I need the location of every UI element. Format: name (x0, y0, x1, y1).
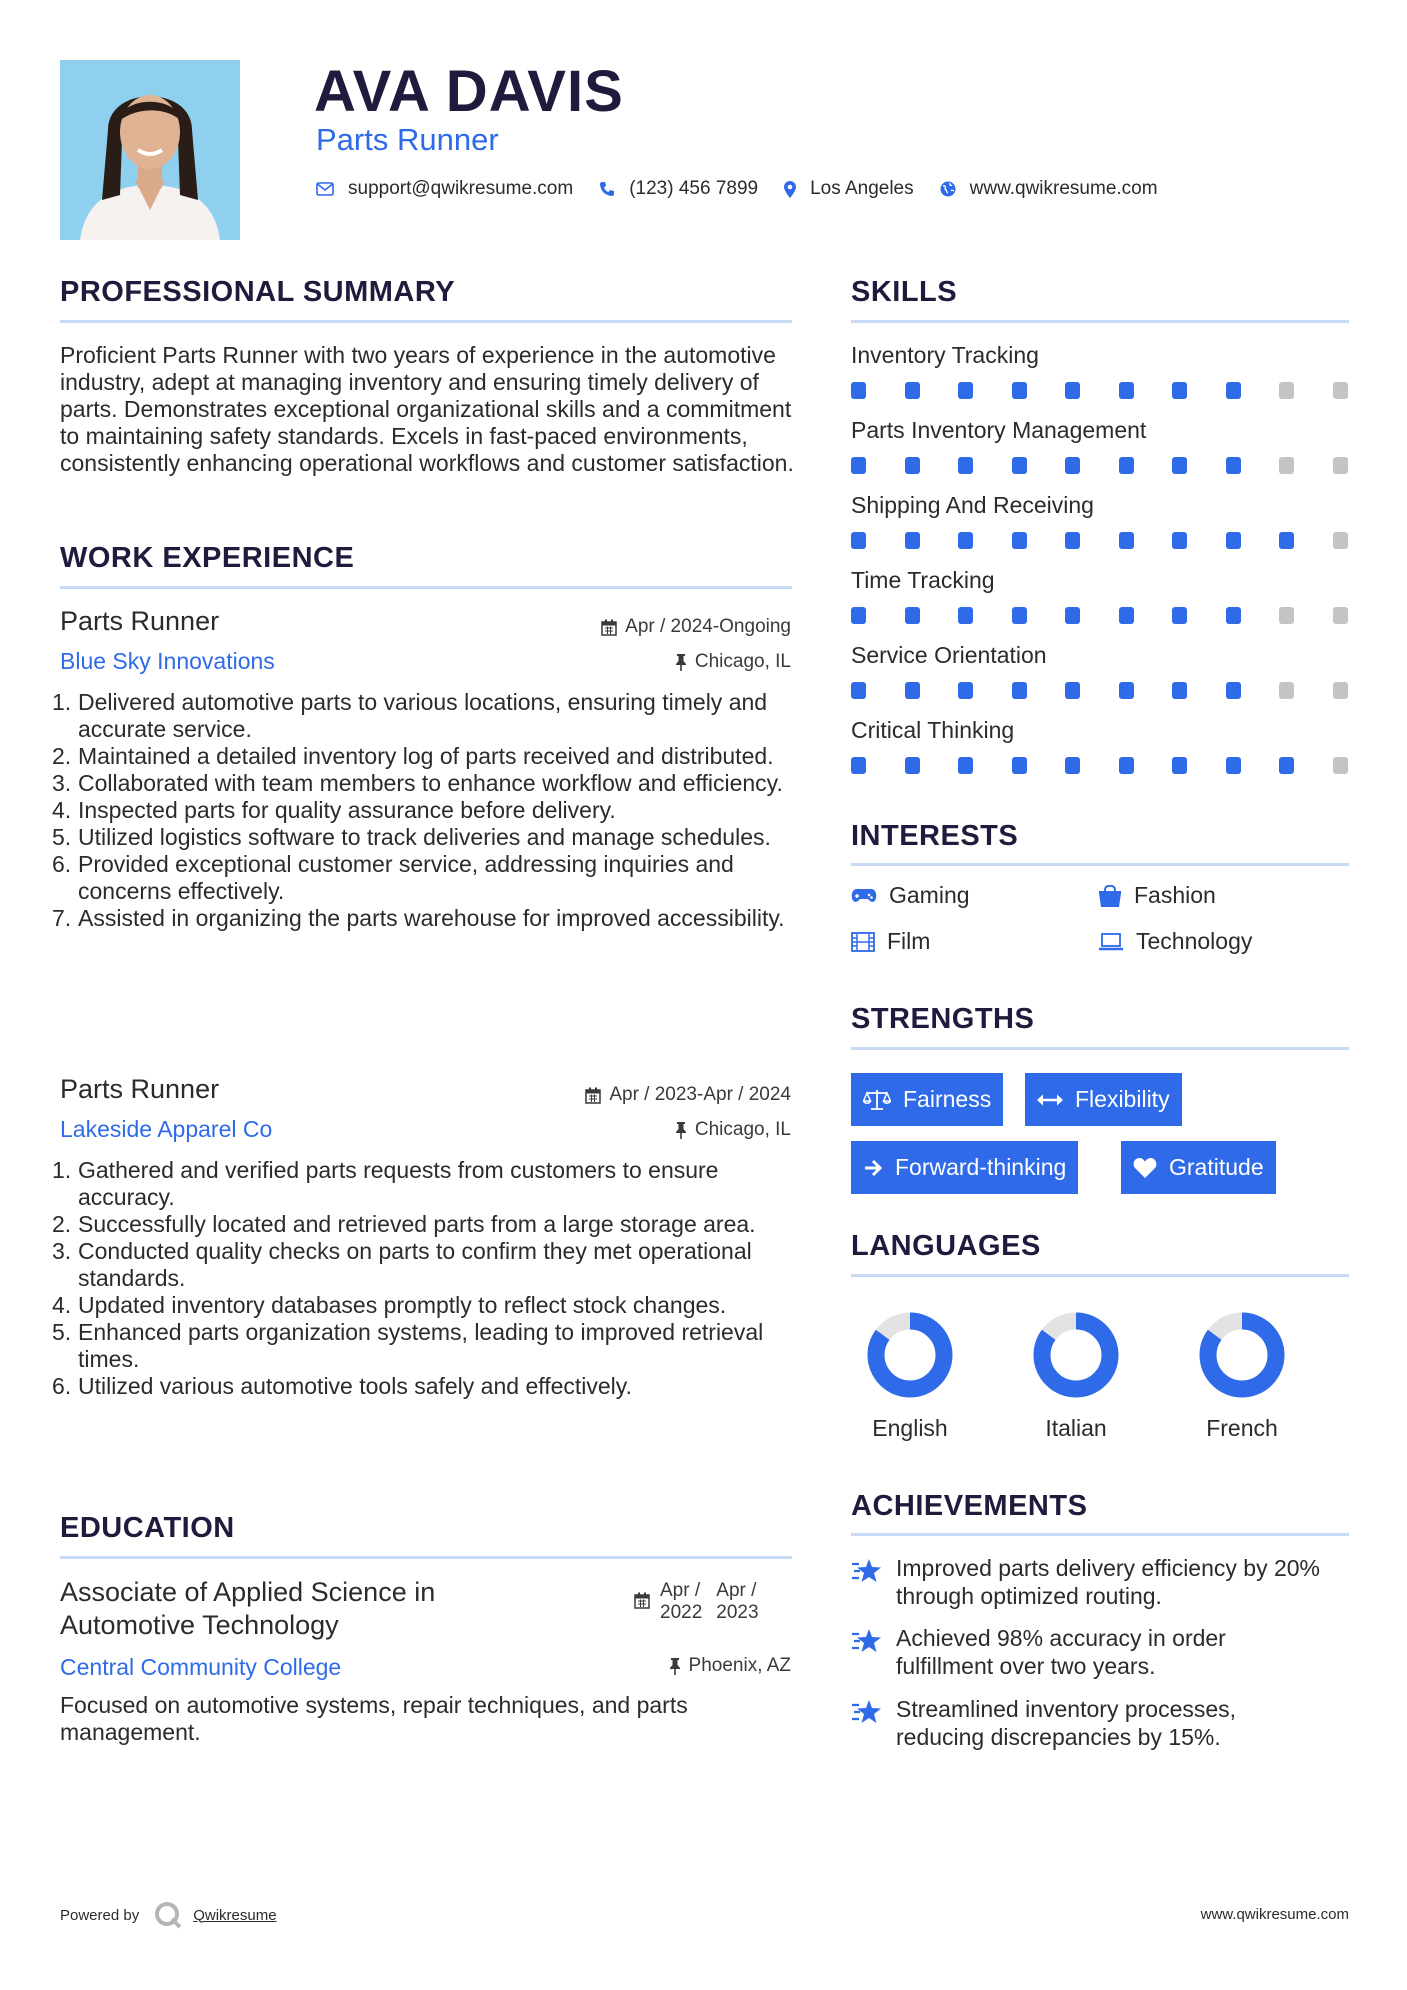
language-name: French (1206, 1415, 1278, 1441)
rating-dot (1226, 607, 1241, 624)
rating-dot (851, 457, 866, 474)
phone-text: (123) 456 7899 (629, 178, 759, 199)
job-1-date (601, 616, 791, 638)
rating-dot (1333, 532, 1348, 549)
degree-line-1: Associate of Applied Science in (60, 1577, 436, 1607)
rating-dot (958, 532, 973, 549)
bullet-text: Provided exceptional customer service, addressing inquiries and concerns effectively. (78, 851, 734, 904)
bullet-text: Updated inventory databases promptly to reflect stock changes. (78, 1292, 727, 1318)
pushpin-icon (669, 1658, 681, 1675)
candidate-role: Parts Runner (316, 122, 499, 157)
education-start (660, 1580, 702, 1624)
email-text: support@qwikresume.com (348, 178, 574, 199)
rating-dot (1279, 757, 1294, 774)
rating-dot (1226, 532, 1241, 549)
interests-rule (851, 863, 1349, 866)
job-1-location-text: Chicago, IL (694, 651, 791, 672)
rating-dot (905, 607, 920, 624)
rating-dot (958, 382, 973, 399)
skills-heading: SKILLS (851, 276, 958, 308)
film-icon (851, 932, 875, 952)
skill-rating (851, 607, 1349, 625)
achievements-heading: ACHIEVEMENTS (851, 1490, 1088, 1522)
arrows-horizontal-icon (1037, 1093, 1063, 1107)
rating-dot (1012, 532, 1027, 549)
bullet-text: Utilized various automotive tools safely and effectively. (78, 1373, 632, 1399)
job-1-bullets (52, 689, 792, 932)
school-name: Central Community College (60, 1654, 342, 1680)
summary-heading: PROFESSIONAL SUMMARY (60, 276, 456, 308)
rating-dot (1279, 682, 1294, 699)
degree-title (60, 1576, 435, 1642)
language-ring (865, 1310, 955, 1400)
contact-location (784, 178, 914, 200)
map-pin-icon (784, 181, 796, 198)
rating-dot (1065, 757, 1080, 774)
rating-dot (1119, 382, 1134, 399)
interest-label: Technology (1136, 928, 1253, 954)
start-year: 2022 (660, 1602, 703, 1623)
rating-dot (1119, 682, 1134, 699)
end-year: 2023 (716, 1602, 759, 1623)
rating-dot (1226, 457, 1241, 474)
start-month: Apr / (660, 1580, 701, 1601)
skill-name: Inventory Tracking (851, 342, 1039, 368)
school-location (669, 1655, 791, 1677)
summary-rule (60, 320, 792, 323)
rating-dot (1226, 682, 1241, 699)
rating-dot (1333, 757, 1348, 774)
skill-name: Service Orientation (851, 642, 1047, 668)
rating-dot (1012, 607, 1027, 624)
strength-forward-thinking (851, 1141, 1078, 1194)
powered-by-text: Powered by (60, 1906, 140, 1924)
strengths-heading: STRENGTHS (851, 1003, 1035, 1035)
language-ring (1197, 1310, 1287, 1400)
candidate-name: AVA DAVIS (314, 59, 624, 124)
interest-label: Gaming (889, 882, 970, 908)
languages-heading: LANGUAGES (851, 1230, 1041, 1262)
rating-dot (1119, 757, 1134, 774)
achievement-text: Improved parts delivery efficiency by 20% through optimized routing. (896, 1555, 1320, 1609)
rating-dot (1119, 457, 1134, 474)
skill-name: Shipping And Receiving (851, 492, 1094, 518)
skill-rating (851, 457, 1349, 475)
bullet-text: Utilized logistics software to track deliveries and manage schedules. (78, 824, 771, 850)
rating-dot (1226, 757, 1241, 774)
bullet-text: Successfully located and retrieved parts from a large storage area. (78, 1211, 756, 1237)
rating-dot (851, 532, 866, 549)
job-1-company: Blue Sky Innovations (60, 648, 275, 674)
rating-dot (1065, 532, 1080, 549)
rating-dot (1119, 532, 1134, 549)
skill-name: Critical Thinking (851, 717, 1015, 743)
bullet-text: Enhanced parts organization systems, leading to improved retrieval times. (78, 1319, 764, 1372)
strength-fairness (851, 1073, 1003, 1126)
rating-dot (1172, 757, 1187, 774)
rating-dot (1226, 382, 1241, 399)
interest-fashion (1098, 882, 1216, 909)
job-1-date-text: Apr / 2024-Ongoing (625, 616, 791, 637)
rating-dot (1065, 682, 1080, 699)
rating-dot (1065, 607, 1080, 624)
rating-dot (1012, 757, 1027, 774)
rating-dot (905, 682, 920, 699)
bullet-text: Assisted in organizing the parts warehouse for improved accessibility. (78, 905, 785, 931)
location-text: Los Angeles (810, 178, 914, 199)
website-text: www.qwikresume.com (969, 178, 1158, 199)
skill-rating (851, 682, 1349, 700)
summary-text: Proficient Parts Runner with two years of experience in the automotive industry, adept at managing inventory and ensuring timely delivery of parts. Demonstrates exceptional organizational skills and a commitment to maintaining safety standards. Excels in fast-paced environments, consistently enhancing operational workflows and customer satisfaction. (60, 342, 794, 476)
achievement-text: Achieved 98% accuracy in order fulfillment over two years. (896, 1625, 1226, 1679)
rating-dot (1333, 382, 1348, 399)
footer-powered-by (60, 1900, 277, 1930)
interest-label: Film (887, 928, 931, 954)
interest-technology (1098, 928, 1252, 955)
balance-scale-icon (863, 1089, 891, 1111)
school-location-text: Phoenix, AZ (688, 1655, 791, 1676)
rating-dot (1065, 457, 1080, 474)
list-item: 5. Enhanced parts organization systems, leading to improved retrieval times. (52, 1319, 764, 1372)
interest-film (851, 928, 930, 955)
phone-icon (599, 181, 615, 197)
calendar-icon (634, 1592, 650, 1609)
skill-name: Time Tracking (851, 567, 995, 593)
star-icon (851, 1628, 883, 1654)
rating-dot (1333, 457, 1348, 474)
job-1-location (675, 651, 791, 673)
education-rule (60, 1556, 792, 1559)
qwikresume-link[interactable]: Qwikresume (193, 1906, 277, 1924)
strength-label: Gratitude (1169, 1154, 1264, 1180)
strength-label: Forward-thinking (895, 1154, 1067, 1180)
contact-email[interactable] (316, 178, 573, 200)
envelope-icon (316, 182, 334, 196)
arrow-right-icon (863, 1158, 883, 1178)
rating-dot (905, 382, 920, 399)
qwikresume-logo-icon (153, 1900, 183, 1930)
rating-dot (1279, 607, 1294, 624)
bullet-text: Collaborated with team members to enhance workflow and efficiency. (78, 770, 783, 796)
list-item: 7. Assisted in organizing the parts warehouse for improved accessibility. (52, 905, 785, 931)
list-item: 1. Gathered and verified parts requests from customers to ensure accuracy. (52, 1157, 719, 1210)
job-2-title: Parts Runner (60, 1074, 220, 1104)
list-item: 3. Conducted quality checks on parts to confirm they met operational standards. (52, 1238, 752, 1291)
rating-dot (1012, 382, 1027, 399)
rating-dot (958, 457, 973, 474)
achievements-rule (851, 1533, 1349, 1536)
rating-dot (1065, 382, 1080, 399)
strength-flexibility (1025, 1073, 1182, 1126)
contact-phone[interactable] (599, 178, 758, 200)
rating-dot (1012, 682, 1027, 699)
rating-dot (851, 607, 866, 624)
language-name: Italian (1045, 1415, 1107, 1441)
interest-label: Fashion (1134, 882, 1216, 908)
rating-dot (1012, 457, 1027, 474)
strengths-rule (851, 1047, 1349, 1050)
interest-gaming (851, 882, 970, 909)
pushpin-icon (675, 654, 687, 671)
job-2-bullets (52, 1157, 792, 1400)
list-item: 6. Provided exceptional customer service, addressing inquiries and concerns effectively. (52, 851, 734, 904)
list-item: 4. Inspected parts for quality assurance before delivery. (52, 797, 616, 823)
contact-website[interactable] (940, 178, 1158, 200)
bullet-text: Inspected parts for quality assurance before delivery. (78, 797, 616, 823)
job-2-date-text: Apr / 2023-Apr / 2024 (609, 1084, 791, 1105)
contact-bar (316, 178, 1184, 200)
footer-website[interactable]: www.qwikresume.com (1200, 1906, 1349, 1923)
rating-dot (851, 382, 866, 399)
rating-dot (1172, 682, 1187, 699)
rating-dot (1333, 682, 1348, 699)
bullet-text: Maintained a detailed inventory log of parts received and distributed. (78, 743, 774, 769)
bullet-text: Gathered and verified parts requests from customers to ensure accuracy. (78, 1157, 719, 1210)
rating-dot (1279, 382, 1294, 399)
job-2-company: Lakeside Apparel Co (60, 1116, 273, 1142)
job-2-location (675, 1119, 791, 1141)
rating-dot (1172, 532, 1187, 549)
star-icon (851, 1699, 883, 1725)
profile-photo (60, 60, 240, 240)
calendar-icon (601, 619, 617, 636)
job-2-date (585, 1084, 791, 1106)
skill-rating (851, 382, 1349, 400)
rating-dot (1172, 382, 1187, 399)
list-item: 2. Maintained a detailed inventory log of parts received and distributed. (52, 743, 774, 769)
shopping-bag-icon (1098, 885, 1122, 907)
rating-dot (1172, 457, 1187, 474)
rating-dot (1279, 457, 1294, 474)
language-name: English (872, 1415, 948, 1441)
languages-rule (851, 1274, 1349, 1277)
interests-heading: INTERESTS (851, 820, 1019, 852)
education-end (716, 1580, 758, 1624)
list-item: 4. Updated inventory databases promptly to reflect stock changes. (52, 1292, 727, 1318)
strength-gratitude (1121, 1141, 1276, 1194)
list-item: 3. Collaborated with team members to enhance workflow and efficiency. (52, 770, 783, 796)
rating-dot (905, 757, 920, 774)
rating-dot (851, 757, 866, 774)
rating-dot (1279, 532, 1294, 549)
list-item: 1. Delivered automotive parts to various locations, ensuring timely and accurate service. (52, 689, 768, 742)
list-item: 2. Successfully located and retrieved parts from a large storage area. (52, 1211, 756, 1237)
skills-rule (851, 320, 1349, 323)
rating-dot (851, 682, 866, 699)
language-ring (1031, 1310, 1121, 1400)
globe-icon (940, 181, 956, 197)
strength-label: Flexibility (1075, 1086, 1170, 1112)
job-1-title: Parts Runner (60, 606, 220, 636)
experience-rule (60, 586, 792, 589)
rating-dot (958, 607, 973, 624)
rating-dot (1119, 607, 1134, 624)
job-2-location-text: Chicago, IL (694, 1119, 791, 1140)
rating-dot (958, 682, 973, 699)
rating-dot (905, 457, 920, 474)
education-heading: EDUCATION (60, 1512, 235, 1544)
laptop-icon (1098, 933, 1124, 951)
rating-dot (1172, 607, 1187, 624)
gamepad-icon (851, 888, 877, 904)
end-month: Apr / (716, 1580, 757, 1601)
bullet-text: Delivered automotive parts to various locations, ensuring timely and accurate service. (78, 689, 768, 742)
calendar-icon (585, 1087, 601, 1104)
degree-line-2: Automotive Technology (60, 1610, 339, 1640)
experience-heading: WORK EXPERIENCE (60, 542, 355, 574)
bullet-text: Conducted quality checks on parts to confirm they met operational standards. (78, 1238, 752, 1291)
rating-dot (1333, 607, 1348, 624)
education-dates (634, 1580, 759, 1624)
rating-dot (958, 757, 973, 774)
list-item: 5. Utilized logistics software to track deliveries and manage schedules. (52, 824, 771, 850)
skill-rating (851, 757, 1349, 775)
list-item: 6. Utilized various automotive tools safely and effectively. (52, 1373, 632, 1399)
achievement-text: Streamlined inventory processes, reducing discrepancies by 15%. (896, 1696, 1237, 1750)
skill-name: Parts Inventory Management (851, 417, 1147, 443)
education-description: Focused on automotive systems, repair techniques, and parts management. (60, 1692, 688, 1745)
pushpin-icon (675, 1122, 687, 1139)
heart-icon (1133, 1157, 1157, 1178)
strength-label: Fairness (903, 1086, 992, 1112)
star-icon (851, 1558, 883, 1584)
rating-dot (905, 532, 920, 549)
skill-rating (851, 532, 1349, 550)
